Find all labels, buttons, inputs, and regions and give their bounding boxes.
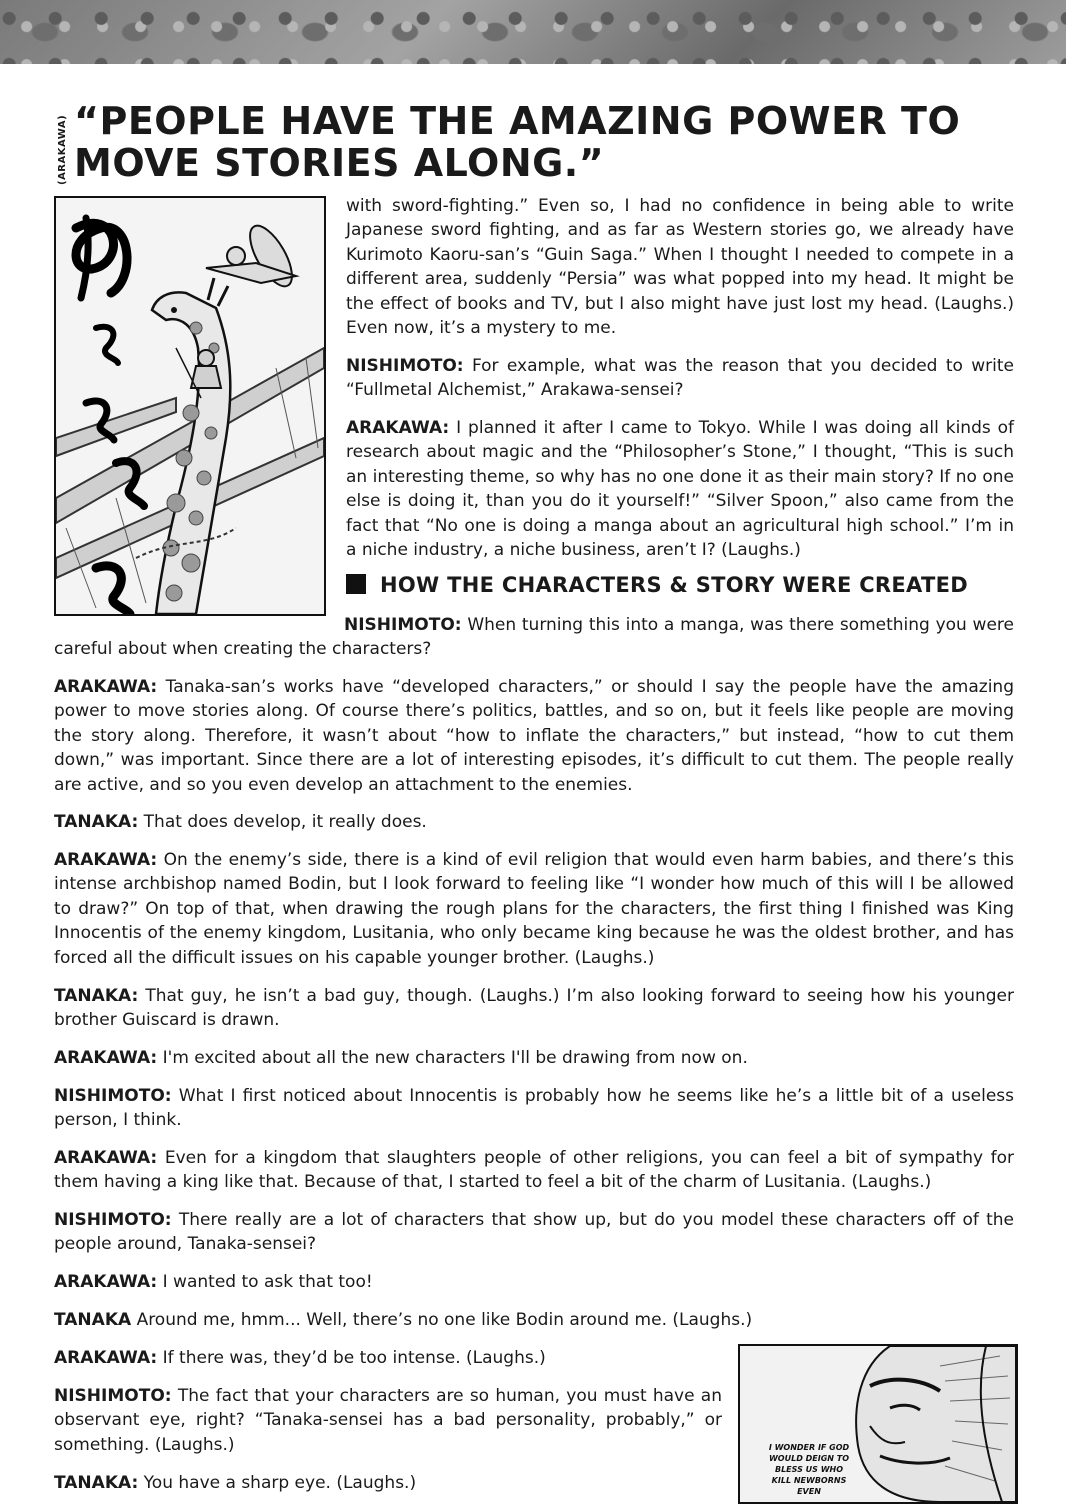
paragraph-text: When turning this into a manga, was there something you were careful about when creating the characters? [54,615,1014,660]
paragraph-text: That guy, he isn’t a bad guy, though. (Laughs.) I’m also looking forward to seeing how his younger brother Guiscard is drawn. [54,986,1014,1031]
speaker-name: TANAKA: [54,986,139,1006]
giraffe-illustration [56,198,324,614]
paragraph-text: Even for a kingdom that slaughters people of other religions, you can feel a bit of sympathy for them having a king like that. Because of that, I started to feel a bit of the charm of Lusitania. (Laughs.) [54,1148,1015,1193]
paragraph-text: If there was, they’d be too intense. (Laughs.) [162,1348,546,1368]
paragraph-text: For example, what was the reason that you decided to write “Fullmetal Alchemist,” Arakawa-sensei? [346,356,1015,401]
paragraph-text: The fact that your characters are so human, you must have an observant eye, right? “Tanaka-sensei has a bad personality, probably,” or something. (Laughs.) [54,1386,723,1455]
paragraph-13 [54,1270,1014,1294]
paragraph-3 [346,416,1014,562]
paragraph-7 [54,848,1014,970]
paragraph-5 [54,675,1014,797]
paragraph-text: I wanted to ask that too! [162,1272,373,1292]
speaker-name: ARAKAWA: [54,1348,158,1368]
paragraph-text: Around me, hmm... Well, there’s no one like Bodin around me. (Laughs.) [136,1310,753,1330]
paragraph-10 [54,1084,1014,1133]
speaker-name: ARAKAWA: [54,1272,158,1292]
paragraph-text: with sword-fighting.” Even so, I had no confidence in being able to write Japanese sword fighting, and as far as Western stories go, we already have Kurimoto Kaoru-san’s “Guin Saga.” When I thought I needed to compete in a different area, suddenly “Persia” was what popped into my head. It might be the effect of books and TV, but I also might have just lost my head. (Laughs.) Even now, it’s a mystery to me. [346,196,1014,339]
speaker-name: TANAKA: [54,812,139,832]
speaker-name: NISHIMOTO: [344,615,462,635]
heading-square-icon [346,574,366,594]
speaker-name: TANAKA [54,1310,132,1330]
paragraph-6 [54,810,1014,834]
paragraph-14 [54,1308,1014,1332]
paragraph-15 [54,1346,722,1370]
manga-panel-archbishop [738,1344,1018,1504]
paragraph-text: What I first noticed about Innocentis is probably how he seems like he’s a little bit of a useless person, I think. [54,1086,1015,1131]
paragraph-17 [54,1471,722,1495]
paragraph-text: On the enemy’s side, there is a kind of evil religion that would even harm babies, and there’s this intense archbishop named Bodin, but I look forward to feeling like “I wonder how much of this will I be allowed to draw?” On top of that, when drawing the rough plans for the characters, the first thing I finished was King Innocentis of the enemy kingdom, Lusitania, who only became king because he was the oldest brother, and has forced all the difficult issues on his capable younger brother. (Laughs.) [54,850,1014,968]
section-heading-text: HOW THE CHARACTERS & STORY WERE CREATED [380,573,968,597]
paragraph-2 [346,354,1014,403]
paragraph-16 [54,1384,722,1457]
paragraph-4 [54,613,1014,662]
manga-panel-giraffe [54,196,326,616]
paragraph-8 [54,984,1014,1033]
speaker-name: ARAKAWA: [54,1048,158,1068]
paragraph-9 [54,1046,1014,1070]
paragraph-text: That does develop, it really does. [143,812,427,832]
paragraph-1 [346,194,1014,340]
paragraph-text: I'm excited about all the new characters I'll be drawing from now on. [162,1048,748,1068]
speaker-name: ARAKAWA: [54,1148,158,1168]
speaker-name: NISHIMOTO: [54,1210,172,1230]
paragraph-11 [54,1146,1014,1195]
paragraph-text: You have a sharp eye. (Laughs.) [143,1473,417,1493]
speaker-name: TANAKA: [54,1473,139,1493]
speaker-name: NISHIMOTO: [54,1386,172,1406]
speaker-name: ARAKAWA: [54,850,158,870]
speaker-name: ARAKAWA: [346,418,450,438]
page-title: “PEOPLE HAVE THE AMAZING POWER TO MOVE STORIES ALONG.” [74,99,961,185]
paragraph-12 [54,1208,1014,1257]
section-heading [346,571,1014,599]
speaker-name: ARAKAWA: [54,677,158,697]
paragraph-text: There really are a lot of characters that show up, but do you model these characters off of the people around, Tanaka-sensei? [54,1210,1014,1255]
paragraph-text: I planned it after I came to Tokyo. While I was doing all kinds of research about magic and the “Philosopher’s Stone,” I thought, “This is such an interesting theme, so why has no one done it as their main story? If no one else is doing it, than you do it yourself!” “Silver Spoon,” also came from the fact that “No one is doing a manga about an agricultural high school.” I’m in a niche industry, a niche business, aren’t I? (Laughs.) [346,418,1014,561]
speaker-name: NISHIMOTO: [346,356,464,376]
paragraph-text: Tanaka-san’s works have “developed characters,” or should I say the people have the amazing power to move stories along. Of course there’s politics, battles, and so on, but it feels like people are moving the story along. Therefore, it wasn’t about “how to inflate the characters,” but instead, “how to cut them down,” was important. Since there are a lot of interesting episodes, it’s difficult to cut them. The people really are active, and so you even develop an attachment to the enemies. [54,677,1014,795]
speaker-name: NISHIMOTO: [54,1086,172,1106]
speaker-side-label: (ARAKAWA) [57,114,68,186]
decorative-banner [0,0,1066,64]
sfx-text: ぬううう [56,198,60,199]
speech-caption: I WONDER IF GOD WOULD DEIGN TO BLESS US WHO KILL NEWBORNS EVEN [768,1443,850,1496]
